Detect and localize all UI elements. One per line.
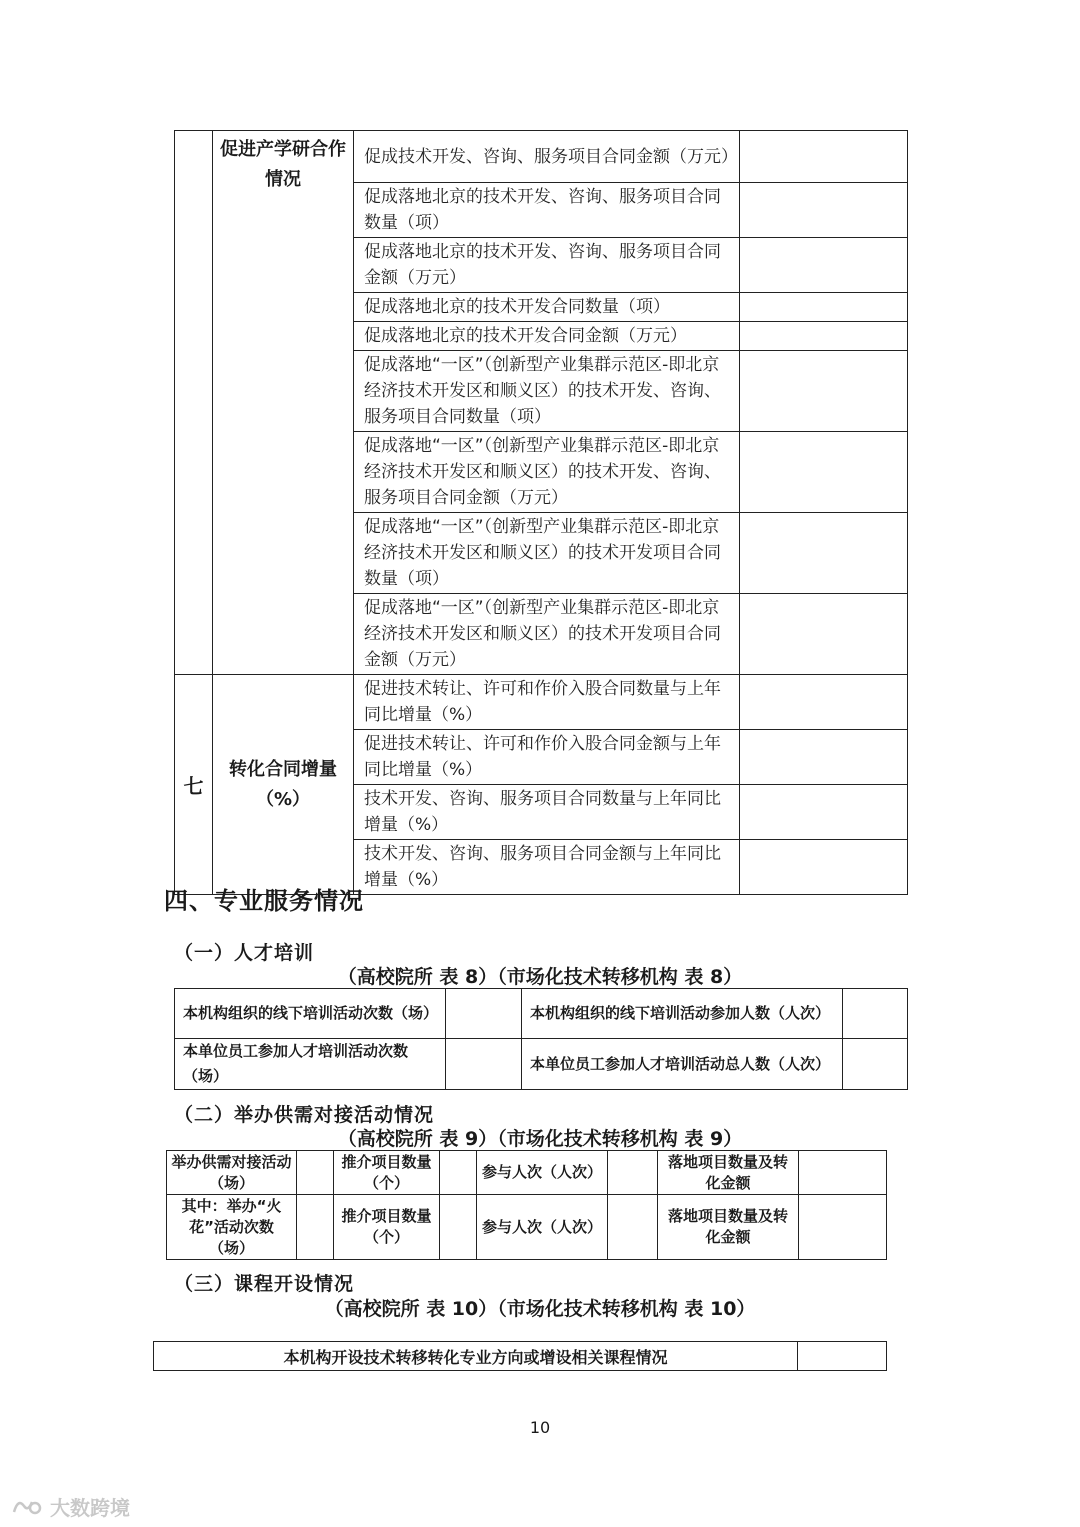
value-cell[interactable]	[740, 730, 908, 785]
watermark	[10, 1492, 130, 1521]
value-cell[interactable]	[798, 1342, 887, 1371]
value-cell[interactable]	[440, 1151, 477, 1195]
indicator-label: 促成落地北京的技术开发合同数量（项）	[354, 293, 740, 322]
subsection-title-training: （一）人才培训	[174, 942, 315, 964]
value-cell[interactable]	[740, 131, 908, 183]
training-offline-count-label: 本机构组织的线下培训活动次数（场）	[175, 989, 446, 1039]
indicator-label: 促成落地“一区”（创新型产业集群示范区-即北京经济技术开发区和顺义区）的技术开发项目合同金额（万元）	[354, 594, 740, 675]
table-caption-courses: （高校院所 表 10）（市场化技术转移机构 表 10）	[324, 1298, 756, 1320]
section-label-cooperation: 促进产学研合作情况	[213, 131, 354, 675]
participants-label: 参与人次（人次）	[477, 1151, 608, 1195]
value-cell[interactable]	[740, 840, 908, 895]
spark-events-label: 其中：举办“火花”活动次数（场）	[167, 1195, 297, 1260]
indicator-label: 促进技术转让、许可和作价入股合同金额与上年同比增量（%）	[354, 730, 740, 785]
value-cell[interactable]	[799, 1151, 887, 1195]
value-cell[interactable]	[740, 293, 908, 322]
promoted-projects-label: 推介项目数量（个）	[334, 1151, 440, 1195]
value-cell[interactable]	[446, 1039, 522, 1090]
matchmaking-events-label: 举办供需对接活动（场）	[167, 1151, 297, 1195]
value-cell[interactable]	[740, 513, 908, 594]
page-number: 10	[529, 1418, 551, 1437]
section-label-increment: 转化合同增量（%）	[213, 675, 354, 895]
promoted-projects-label: 推介项目数量（个）	[334, 1195, 440, 1260]
value-cell[interactable]	[297, 1195, 334, 1260]
number-cell-empty	[175, 131, 213, 675]
section-number: 七	[175, 675, 213, 895]
value-cell[interactable]	[799, 1195, 887, 1260]
courses-table	[153, 1341, 887, 1371]
subsection-title-matchmaking: （二）举办供需对接活动情况	[174, 1104, 435, 1126]
value-cell[interactable]	[740, 238, 908, 293]
watermark-text: 大数跨境	[50, 1496, 130, 1520]
value-cell[interactable]	[440, 1195, 477, 1260]
value-cell[interactable]	[446, 989, 522, 1039]
subsection-title-courses: （三）课程开设情况	[174, 1273, 355, 1295]
value-cell[interactable]	[740, 675, 908, 730]
training-offline-participants-label: 本机构组织的线下培训活动参加人数（人次）	[522, 989, 843, 1039]
indicator-label: 促成落地“一区”（创新型产业集群示范区-即北京经济技术开发区和顺义区）的技术开发项目合同数量（项）	[354, 513, 740, 594]
indicator-label: 促成落地“一区”（创新型产业集群示范区-即北京经济技术开发区和顺义区）的技术开发、咨询、服务项目合同数量（项）	[354, 351, 740, 432]
landed-projects-label: 落地项目数量及转化金额	[658, 1195, 799, 1260]
indicator-label: 促进技术转让、许可和作价入股合同数量与上年同比增量（%）	[354, 675, 740, 730]
indicator-label: 技术开发、咨询、服务项目合同金额与上年同比增量（%）	[354, 840, 740, 895]
section-title: 四、专业服务情况	[164, 887, 364, 915]
indicator-table-cooperation	[174, 130, 908, 895]
matchmaking-table	[166, 1150, 887, 1260]
watermark-logo-icon	[10, 1496, 44, 1518]
table-caption-training: （高校院所 表 8）（市场化技术转移机构 表 8）	[337, 966, 743, 988]
courses-label: 本机构开设技术转移转化专业方向或增设相关课程情况	[154, 1342, 798, 1371]
indicator-label: 促成落地“一区”（创新型产业集群示范区-即北京经济技术开发区和顺义区）的技术开发、咨询、服务项目合同金额（万元）	[354, 432, 740, 513]
staff-training-count-label: 本单位员工参加人才培训活动次数（场）	[175, 1039, 446, 1090]
value-cell[interactable]	[843, 1039, 908, 1090]
participants-label: 参与人次（人次）	[477, 1195, 608, 1260]
staff-training-total-label: 本单位员工参加人才培训活动总人数（人次）	[522, 1039, 843, 1090]
landed-projects-label: 落地项目数量及转化金额	[658, 1151, 799, 1195]
training-table	[174, 988, 908, 1090]
value-cell[interactable]	[740, 183, 908, 238]
table-caption-matchmaking: （高校院所 表 9）（市场化技术转移机构 表 9）	[337, 1128, 743, 1150]
indicator-label: 促成落地北京的技术开发、咨询、服务项目合同金额（万元）	[354, 238, 740, 293]
value-cell[interactable]	[297, 1151, 334, 1195]
value-cell[interactable]	[740, 785, 908, 840]
indicator-label: 技术开发、咨询、服务项目合同数量与上年同比增量（%）	[354, 785, 740, 840]
indicator-label: 促成技术开发、咨询、服务项目合同金额（万元）	[354, 131, 740, 183]
value-cell[interactable]	[740, 594, 908, 675]
indicator-label: 促成落地北京的技术开发合同金额（万元）	[354, 322, 740, 351]
value-cell[interactable]	[740, 432, 908, 513]
value-cell[interactable]	[843, 989, 908, 1039]
value-cell[interactable]	[608, 1151, 658, 1195]
value-cell[interactable]	[740, 351, 908, 432]
value-cell[interactable]	[608, 1195, 658, 1260]
value-cell[interactable]	[740, 322, 908, 351]
indicator-label: 促成落地北京的技术开发、咨询、服务项目合同数量（项）	[354, 183, 740, 238]
